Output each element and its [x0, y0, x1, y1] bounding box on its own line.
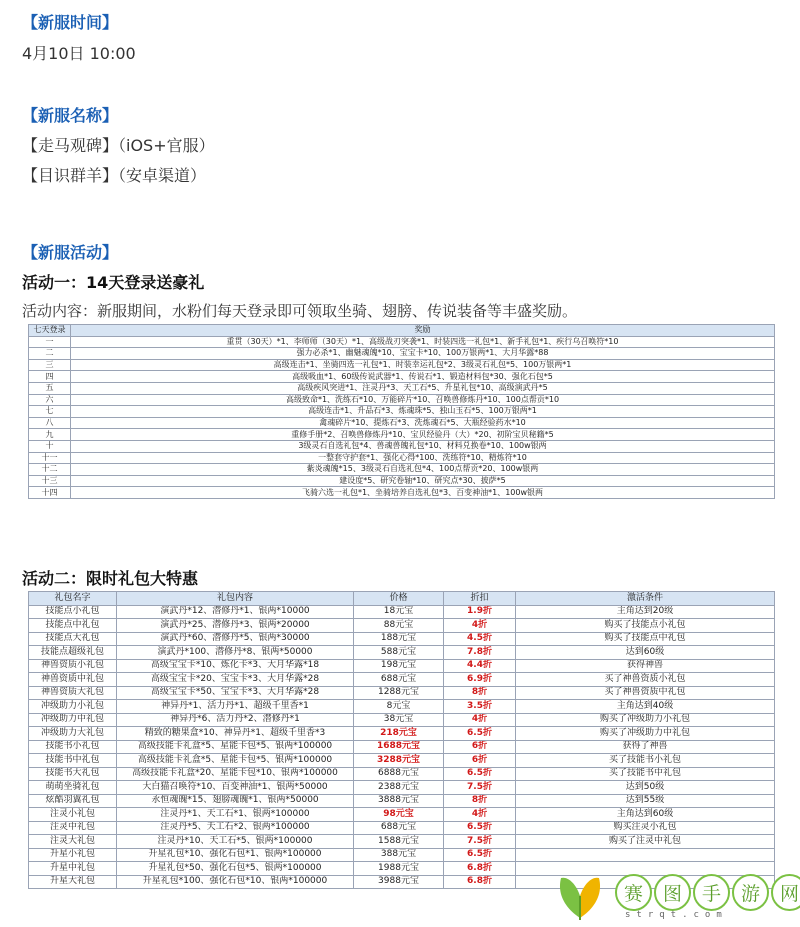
table-row	[29, 394, 775, 406]
discount-cell: 6.8折	[444, 875, 516, 889]
pack-name-cell: 技能点小礼包	[29, 605, 117, 619]
reward-cell: 一整套守护套*1、强化心得*100、洗练符*10、精炼符*10	[71, 452, 775, 464]
pack-content-cell: 大白猫召唤符*10、百变神油*1、银两*50000	[117, 781, 354, 795]
day-cell: 三	[29, 359, 71, 371]
pack-content-cell: 注灵丹*1、天工石*1、银两*100000	[117, 808, 354, 822]
pack-content-cell: 永恒魂魄*15、翅膀魂魄*1、银两*50000	[117, 794, 354, 808]
discount-cell: 8折	[444, 794, 516, 808]
table-row	[29, 808, 775, 822]
table-row	[29, 686, 775, 700]
price-cell: 8元宝	[354, 700, 444, 714]
discount-cell: 1.9折	[444, 605, 516, 619]
table-header-row	[29, 592, 775, 606]
pack-name-cell: 神兽资质中礼包	[29, 673, 117, 687]
discount-cell: 7.8折	[444, 646, 516, 660]
price-cell: 3888元宝	[354, 794, 444, 808]
price-cell: 2388元宝	[354, 781, 444, 795]
pack-content-cell: 高级宝宝卡*10、炼化卡*3、大月华露*18	[117, 659, 354, 673]
pack-name-cell: 炫酷羽翼礼包	[29, 794, 117, 808]
discount-cell: 4折	[444, 808, 516, 822]
price-cell: 688元宝	[354, 673, 444, 687]
discount-cell: 7.5折	[444, 835, 516, 849]
day-cell: 五	[29, 382, 71, 394]
reward-cell: 重修手册*2、召唤兽修炼丹*10、宝贝经验丹（大）*20、初阶宝贝秘籍*5	[71, 429, 775, 441]
logo-char: 赛	[615, 874, 652, 911]
pack-content-cell: 注灵丹*10、天工石*5、银两*100000	[117, 835, 354, 849]
pack-name-cell: 升星中礼包	[29, 862, 117, 876]
table-row	[29, 713, 775, 727]
discount-cell: 4折	[444, 713, 516, 727]
price-cell: 218元宝	[354, 727, 444, 741]
activity2-title: 活动二：限时礼包大特惠	[22, 569, 199, 588]
table-row	[29, 754, 775, 768]
table-row	[29, 632, 775, 646]
column-header: 价格	[354, 592, 444, 606]
discount-cell: 6折	[444, 740, 516, 754]
new-server-activity-title: 【新服活动】	[22, 243, 119, 262]
condition-cell: 买了神兽资质小礼包	[516, 673, 775, 687]
day-cell: 十	[29, 440, 71, 452]
pack-name-cell: 技能点大礼包	[29, 632, 117, 646]
pack-name-cell: 神兽资质大礼包	[29, 686, 117, 700]
table-row	[29, 700, 775, 714]
condition-cell: 主角达到40级	[516, 700, 775, 714]
table-row	[29, 619, 775, 633]
pack-name-cell: 冲级助力中礼包	[29, 713, 117, 727]
condition-cell: 买了技能书小礼包	[516, 754, 775, 768]
pack-name-cell: 注灵小礼包	[29, 808, 117, 822]
day-cell: 四	[29, 371, 71, 383]
price-cell: 98元宝	[354, 808, 444, 822]
condition-cell: 达到55级	[516, 794, 775, 808]
price-cell: 6888元宝	[354, 767, 444, 781]
pack-content-cell: 升星礼包*50、强化石包*5、银两*100000	[117, 862, 354, 876]
pack-name-cell: 神兽资质小礼包	[29, 659, 117, 673]
discount-cell: 6折	[444, 754, 516, 768]
reward-cell: 高级连击*1、坐骑四选一礼包*1、时装幸运礼包*2、3级灵石礼包*5、100万银两*1	[71, 359, 775, 371]
reward-cell: 重贯（30天）*1、李师师（30天）*1、高级战刃突袭*1、时装四选一礼包*1、新手礼包*1、疾行乌召唤符*10	[71, 336, 775, 348]
server-name-ios: 【走马观碑】（iOS+官服）	[22, 136, 215, 155]
discount-cell: 4.5折	[444, 632, 516, 646]
pack-name-cell: 注灵中礼包	[29, 821, 117, 835]
condition-cell: 购买注灵小礼包	[516, 821, 775, 835]
new-server-time-value: 4月10日 10:00	[22, 44, 136, 63]
day-cell: 一	[29, 336, 71, 348]
table-row	[29, 646, 775, 660]
logo-char: 网	[771, 874, 800, 911]
discount-cell: 6.5折	[444, 848, 516, 862]
day-cell: 十一	[29, 452, 71, 464]
reward-cell: 禽魂碎片*10、提炼石*3、洗炼魂石*5、大瓶经验药水*10	[71, 417, 775, 429]
price-cell: 1288元宝	[354, 686, 444, 700]
table-row	[29, 440, 775, 452]
price-cell: 3288元宝	[354, 754, 444, 768]
day-cell: 十三	[29, 475, 71, 487]
table-row	[29, 464, 775, 476]
condition-cell: 获得神兽	[516, 659, 775, 673]
table-row	[29, 382, 775, 394]
discount-cell: 7.5折	[444, 781, 516, 795]
reward-cell: 高级疾风突进*1、注灵丹*3、天工石*5、升星礼包*10、高级演武丹*5	[71, 382, 775, 394]
table-row	[29, 673, 775, 687]
table-row	[29, 605, 775, 619]
table-row	[29, 475, 775, 487]
pack-name-cell: 冲级助力大礼包	[29, 727, 117, 741]
pack-content-cell: 神异丹*6、活力丹*2、潜修丹*1	[117, 713, 354, 727]
table-row	[29, 336, 775, 348]
pack-name-cell: 技能书中礼包	[29, 754, 117, 768]
reward-cell: 3级灵石自选礼包*4、兽魂兽魄礼包*10、材料兑换卷*10、100w银两	[71, 440, 775, 452]
reward-cell: 高级吸血*1、60级传说武器*1、传说石*1、锻造材料包*30、强化石包*5	[71, 371, 775, 383]
day-cell: 八	[29, 417, 71, 429]
column-header: 折扣	[444, 592, 516, 606]
condition-cell: 主角达到20级	[516, 605, 775, 619]
table-row	[29, 417, 775, 429]
table-row	[29, 781, 775, 795]
site-url: strqt.com	[625, 910, 728, 920]
day-cell: 九	[29, 429, 71, 441]
activity1-description: 活动内容：新服期间，水粉们每天登录即可领取坐骑、翅膀、传说装备等丰盛奖励。	[22, 302, 578, 320]
price-cell: 1588元宝	[354, 835, 444, 849]
condition-cell: 主角达到60级	[516, 808, 775, 822]
table-row	[29, 767, 775, 781]
condition-cell: 购买了冲级助力小礼包	[516, 713, 775, 727]
logo-char: 图	[654, 874, 691, 911]
condition-cell: 购买了注灵中礼包	[516, 835, 775, 849]
table-row	[29, 348, 775, 360]
reward-cell: 高级连击*1、升品石*3、炼魂珠*5、独山玉石*5、100万银两*1	[71, 406, 775, 418]
column-header: 七天登录	[29, 325, 71, 337]
price-cell: 18元宝	[354, 605, 444, 619]
price-cell: 188元宝	[354, 632, 444, 646]
discount-cell: 6.8折	[444, 862, 516, 876]
pack-content-cell: 注灵丹*5、天工石*2、银两*100000	[117, 821, 354, 835]
reward-cell: 强力必杀*1、幽魅魂魄*10、宝宝卡*10、100万银两*1、大月华露*88	[71, 348, 775, 360]
condition-cell: 购买了技能点中礼包	[516, 632, 775, 646]
pack-content-cell: 演武丹*60、潜修丹*5、银两*30000	[117, 632, 354, 646]
pack-name-cell: 冲级助力小礼包	[29, 700, 117, 714]
new-server-time-title: 【新服时间】	[22, 13, 119, 32]
pack-name-cell: 注灵大礼包	[29, 835, 117, 849]
price-cell: 388元宝	[354, 848, 444, 862]
table-row	[29, 371, 775, 383]
pack-content-cell: 高级宝宝卡*20、宝宝卡*3、大月华露*28	[117, 673, 354, 687]
table-row	[29, 727, 775, 741]
day-cell: 二	[29, 348, 71, 360]
pack-content-cell: 高级技能卡礼盒*20、星能卡包*10、银两*100000	[117, 767, 354, 781]
pack-content-cell: 演武丹*25、潜修丹*3、银两*20000	[117, 619, 354, 633]
column-header: 奖励	[71, 325, 775, 337]
discount-cell: 6.5折	[444, 727, 516, 741]
table-row	[29, 429, 775, 441]
pack-content-cell: 神异丹*1、活力丹*1、超级千里香*1	[117, 700, 354, 714]
table-row	[29, 487, 775, 499]
pack-content-cell: 升星礼包*100、强化石包*10、银两*100000	[117, 875, 354, 889]
column-header: 礼包名字	[29, 592, 117, 606]
pack-content-cell: 高级宝宝卡*50、宝宝卡*3、大月华露*28	[117, 686, 354, 700]
table-row	[29, 452, 775, 464]
pack-name-cell: 技能书大礼包	[29, 767, 117, 781]
pack-name-cell: 技能点超级礼包	[29, 646, 117, 660]
discount-cell: 6.5折	[444, 821, 516, 835]
pack-content-cell: 精致的糖果盒*10、神异丹*1、超级千里香*3	[117, 727, 354, 741]
table-row	[29, 835, 775, 849]
column-header: 礼包内容	[117, 592, 354, 606]
discount-cell: 8折	[444, 686, 516, 700]
reward-cell: 建设度*5、研究卷轴*10、研究点*30、披萨*5	[71, 475, 775, 487]
condition-cell: 购买了技能点小礼包	[516, 619, 775, 633]
login-reward-table	[28, 324, 775, 499]
site-logo	[555, 868, 799, 924]
condition-cell: 达到60级	[516, 646, 775, 660]
pack-name-cell: 萌萌坐骑礼包	[29, 781, 117, 795]
day-cell: 十二	[29, 464, 71, 476]
new-server-name-title: 【新服名称】	[22, 106, 119, 125]
table-row	[29, 740, 775, 754]
table-row	[29, 659, 775, 673]
pack-content-cell: 升星礼包*10、强化石包*1、银两*100000	[117, 848, 354, 862]
discount-cell: 4折	[444, 619, 516, 633]
discount-cell: 6.5折	[444, 767, 516, 781]
pack-name-cell: 升星大礼包	[29, 875, 117, 889]
condition-cell	[516, 848, 775, 862]
server-name-android: 【目识群羊】（安卓渠道）	[22, 166, 207, 185]
pack-content-cell: 演武丹*12、潜修丹*1、银两*10000	[117, 605, 354, 619]
pack-name-cell: 技能点中礼包	[29, 619, 117, 633]
pack-content-cell: 高级技能卡礼盒*5、星能卡包*5、银两*100000	[117, 754, 354, 768]
column-header: 激活条件	[516, 592, 775, 606]
reward-cell: 紫炎魂魄*15、3级灵石自选礼包*4、100点帮贡*20、100w银两	[71, 464, 775, 476]
gift-pack-table	[28, 591, 775, 889]
price-cell: 1988元宝	[354, 862, 444, 876]
table-row	[29, 359, 775, 371]
table-row	[29, 406, 775, 418]
condition-cell: 获得了神兽	[516, 740, 775, 754]
day-cell: 七	[29, 406, 71, 418]
table-row	[29, 848, 775, 862]
pack-name-cell: 技能书小礼包	[29, 740, 117, 754]
condition-cell: 买了技能书中礼包	[516, 767, 775, 781]
price-cell: 1688元宝	[354, 740, 444, 754]
price-cell: 198元宝	[354, 659, 444, 673]
reward-cell: 高级致命*1、洗练石*10、万能碎片*10、召唤兽修炼丹*10、100点帮贡*10	[71, 394, 775, 406]
condition-cell: 买了神兽资质中礼包	[516, 686, 775, 700]
activity1-title: 活动一：14天登录送豪礼	[22, 273, 205, 292]
price-cell: 3988元宝	[354, 875, 444, 889]
price-cell: 88元宝	[354, 619, 444, 633]
pack-content-cell: 高级技能卡礼盒*5、星能卡包*5、银两*100000	[117, 740, 354, 754]
logo-char: 手	[693, 874, 730, 911]
discount-cell: 4.4折	[444, 659, 516, 673]
logo-char: 游	[732, 874, 769, 911]
price-cell: 688元宝	[354, 821, 444, 835]
pack-name-cell: 升星小礼包	[29, 848, 117, 862]
price-cell: 38元宝	[354, 713, 444, 727]
discount-cell: 3.5折	[444, 700, 516, 714]
pack-content-cell: 演武丹*100、潜修丹*8、银两*50000	[117, 646, 354, 660]
table-row	[29, 794, 775, 808]
day-cell: 十四	[29, 487, 71, 499]
butterfly-leaf-icon	[555, 868, 605, 922]
price-cell: 588元宝	[354, 646, 444, 660]
reward-cell: 飞骑六选一礼包*1、坐骑培养自选礼包*3、百变神油*1、100w银两	[71, 487, 775, 499]
table-header-row	[29, 325, 775, 337]
table-row	[29, 821, 775, 835]
day-cell: 六	[29, 394, 71, 406]
condition-cell: 购买了冲级助力中礼包	[516, 727, 775, 741]
condition-cell: 达到50级	[516, 781, 775, 795]
discount-cell: 6.9折	[444, 673, 516, 687]
